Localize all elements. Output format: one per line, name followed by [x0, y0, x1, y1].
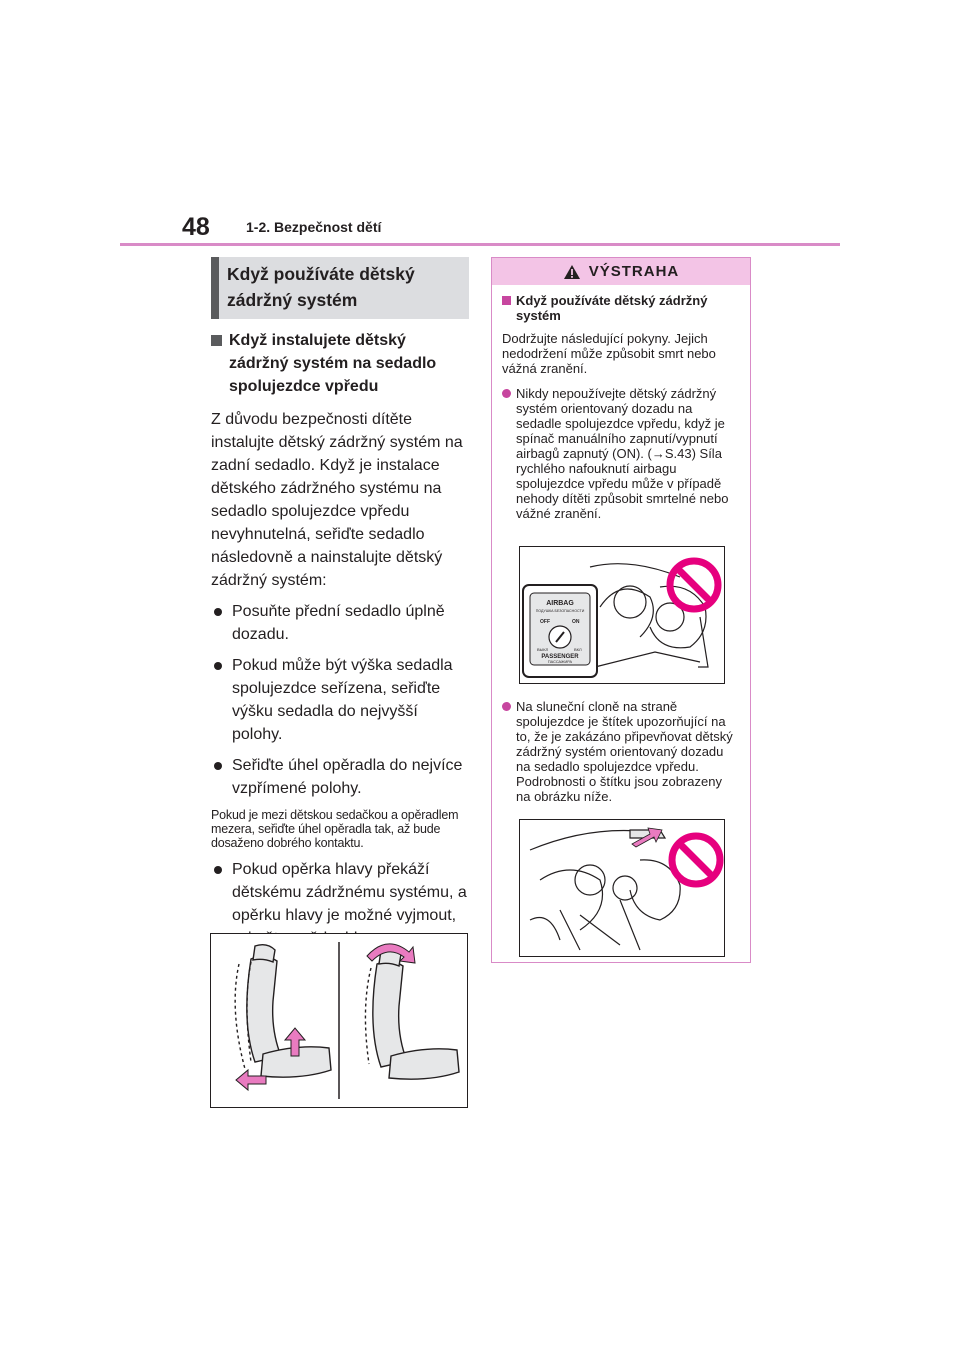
switch-label-title: AIRBAG [546, 600, 574, 607]
bullet-dot-icon [502, 389, 511, 398]
switch-label-on: ON [572, 619, 580, 625]
bullet-dot-icon [502, 702, 511, 711]
dashboard-illustration-svg [520, 547, 724, 683]
sun-visor-label-illustration [519, 819, 725, 957]
rear-facing-seat-illustration [519, 546, 725, 684]
warning-content [492, 285, 750, 521]
bullet-dot-icon [214, 762, 222, 770]
switch-label-passenger-ru: ПАССАЖИРА [547, 660, 573, 664]
switch-label-vkl: ВКЛ [574, 647, 582, 652]
list-item-text: Pokud opěrka hlavy překáží dětskému zádržnému systému, a opěrku hlavy je možné vyjmout, [232, 861, 467, 924]
heading-line-2: zádržný systém [227, 290, 358, 310]
bullet-dot-icon [214, 866, 222, 874]
switch-label-passenger: PASSENGER [541, 654, 579, 660]
sun-visor-illustration-svg [520, 820, 724, 956]
warning-triangle-icon [563, 264, 581, 280]
bullet-dot-icon [214, 662, 222, 670]
warning-list-item-text: Na sluneční cloně na straně spolujezdce je štítek upozorňující na to, že je zakázáno připevňovat dětský zádržný systém orientovaný dozadu na sedadlo spolujezdce vpředu. Podrobnosti o štítku jsou zobrazeny na obrázku níže. [516, 699, 733, 804]
square-bullet-icon [502, 296, 511, 305]
list-item [211, 754, 469, 800]
heading-line-1: Když používáte dětský [227, 264, 415, 284]
square-bullet-icon [211, 335, 222, 346]
warning-content-2 [492, 693, 750, 804]
list-item [211, 654, 469, 746]
seat-adjustment-illustration [210, 933, 468, 1108]
list-item-text: Seřiďte úhel opěradla do nejvíce vzpřímené polohy. [232, 757, 463, 797]
switch-label-vykl: ВЫКЛ [537, 647, 549, 652]
subheading-text: Když instalujete dětský zádržný systém na sedadlo spolujezdce vpředu [229, 332, 437, 395]
seat-illustration-svg [211, 934, 467, 1107]
warning-header [492, 258, 750, 285]
bullet-dot-icon [214, 608, 222, 616]
warning-list-item-text: Nikdy nepoužívejte dětský zádržný systém orientovaný dozadu na sedadle spolujezdce vpředu, když je spínač manuálního zapnutí/vypnutí airbagů zapnutý (ON). (→S.43) Síla rychlého nafouknutí airbagu spolujezdce vpředu může v případě nehody dítěti způsobit smrtelné nebo vážné zranění. [516, 386, 729, 521]
intro-paragraph: Z důvodu bezpečnosti dítěte instalujte dětský zádržný systém na zadní sedadlo. Když je instalace dětského zádržného systému na sedadlo spolujezdce vpředu nevyhnutelná, seřiďte sedadlo následovně a nainstalujte dětský zádržný systém: [211, 411, 463, 589]
list-item [211, 600, 469, 646]
section-heading [211, 257, 469, 319]
page-number: 48 [182, 213, 210, 241]
switch-label-off: OFF [540, 619, 550, 625]
switch-label-subtitle: ПОДУШКА БЕЗОПАСНОСТИ [535, 609, 585, 613]
warning-list-item [502, 699, 740, 804]
warning-title: VÝSTRAHA [588, 263, 680, 280]
note-backrest: Pokud je mezi dětskou sedačkou a opěradlem mezera, seřiďte úhel opěradla tak, až bude dosaženo dobrého kontaktu. [211, 808, 459, 850]
subheading [211, 329, 469, 398]
warning-box [491, 257, 751, 963]
list-item-text: Posuňte přední sedadlo úplně dozadu. [232, 603, 445, 643]
warning-body: Dodržujte následující pokyny. Jejich nedodržení může způsobit smrt nebo vážná zranění. [502, 331, 716, 376]
section-title: 1-2. Bezpečnost dětí [246, 219, 382, 235]
header-rule [120, 243, 840, 246]
warning-subheading [502, 293, 740, 323]
list-item-text: Pokud může být výška sedadla spolujezdce seřízena, seřiďte výšku sedadla do nejvyšší polohy. [232, 657, 453, 743]
warning-subheading-text: Když používáte dětský zádržný systém [516, 293, 708, 323]
left-column [211, 257, 469, 979]
warning-list-item [502, 386, 740, 521]
